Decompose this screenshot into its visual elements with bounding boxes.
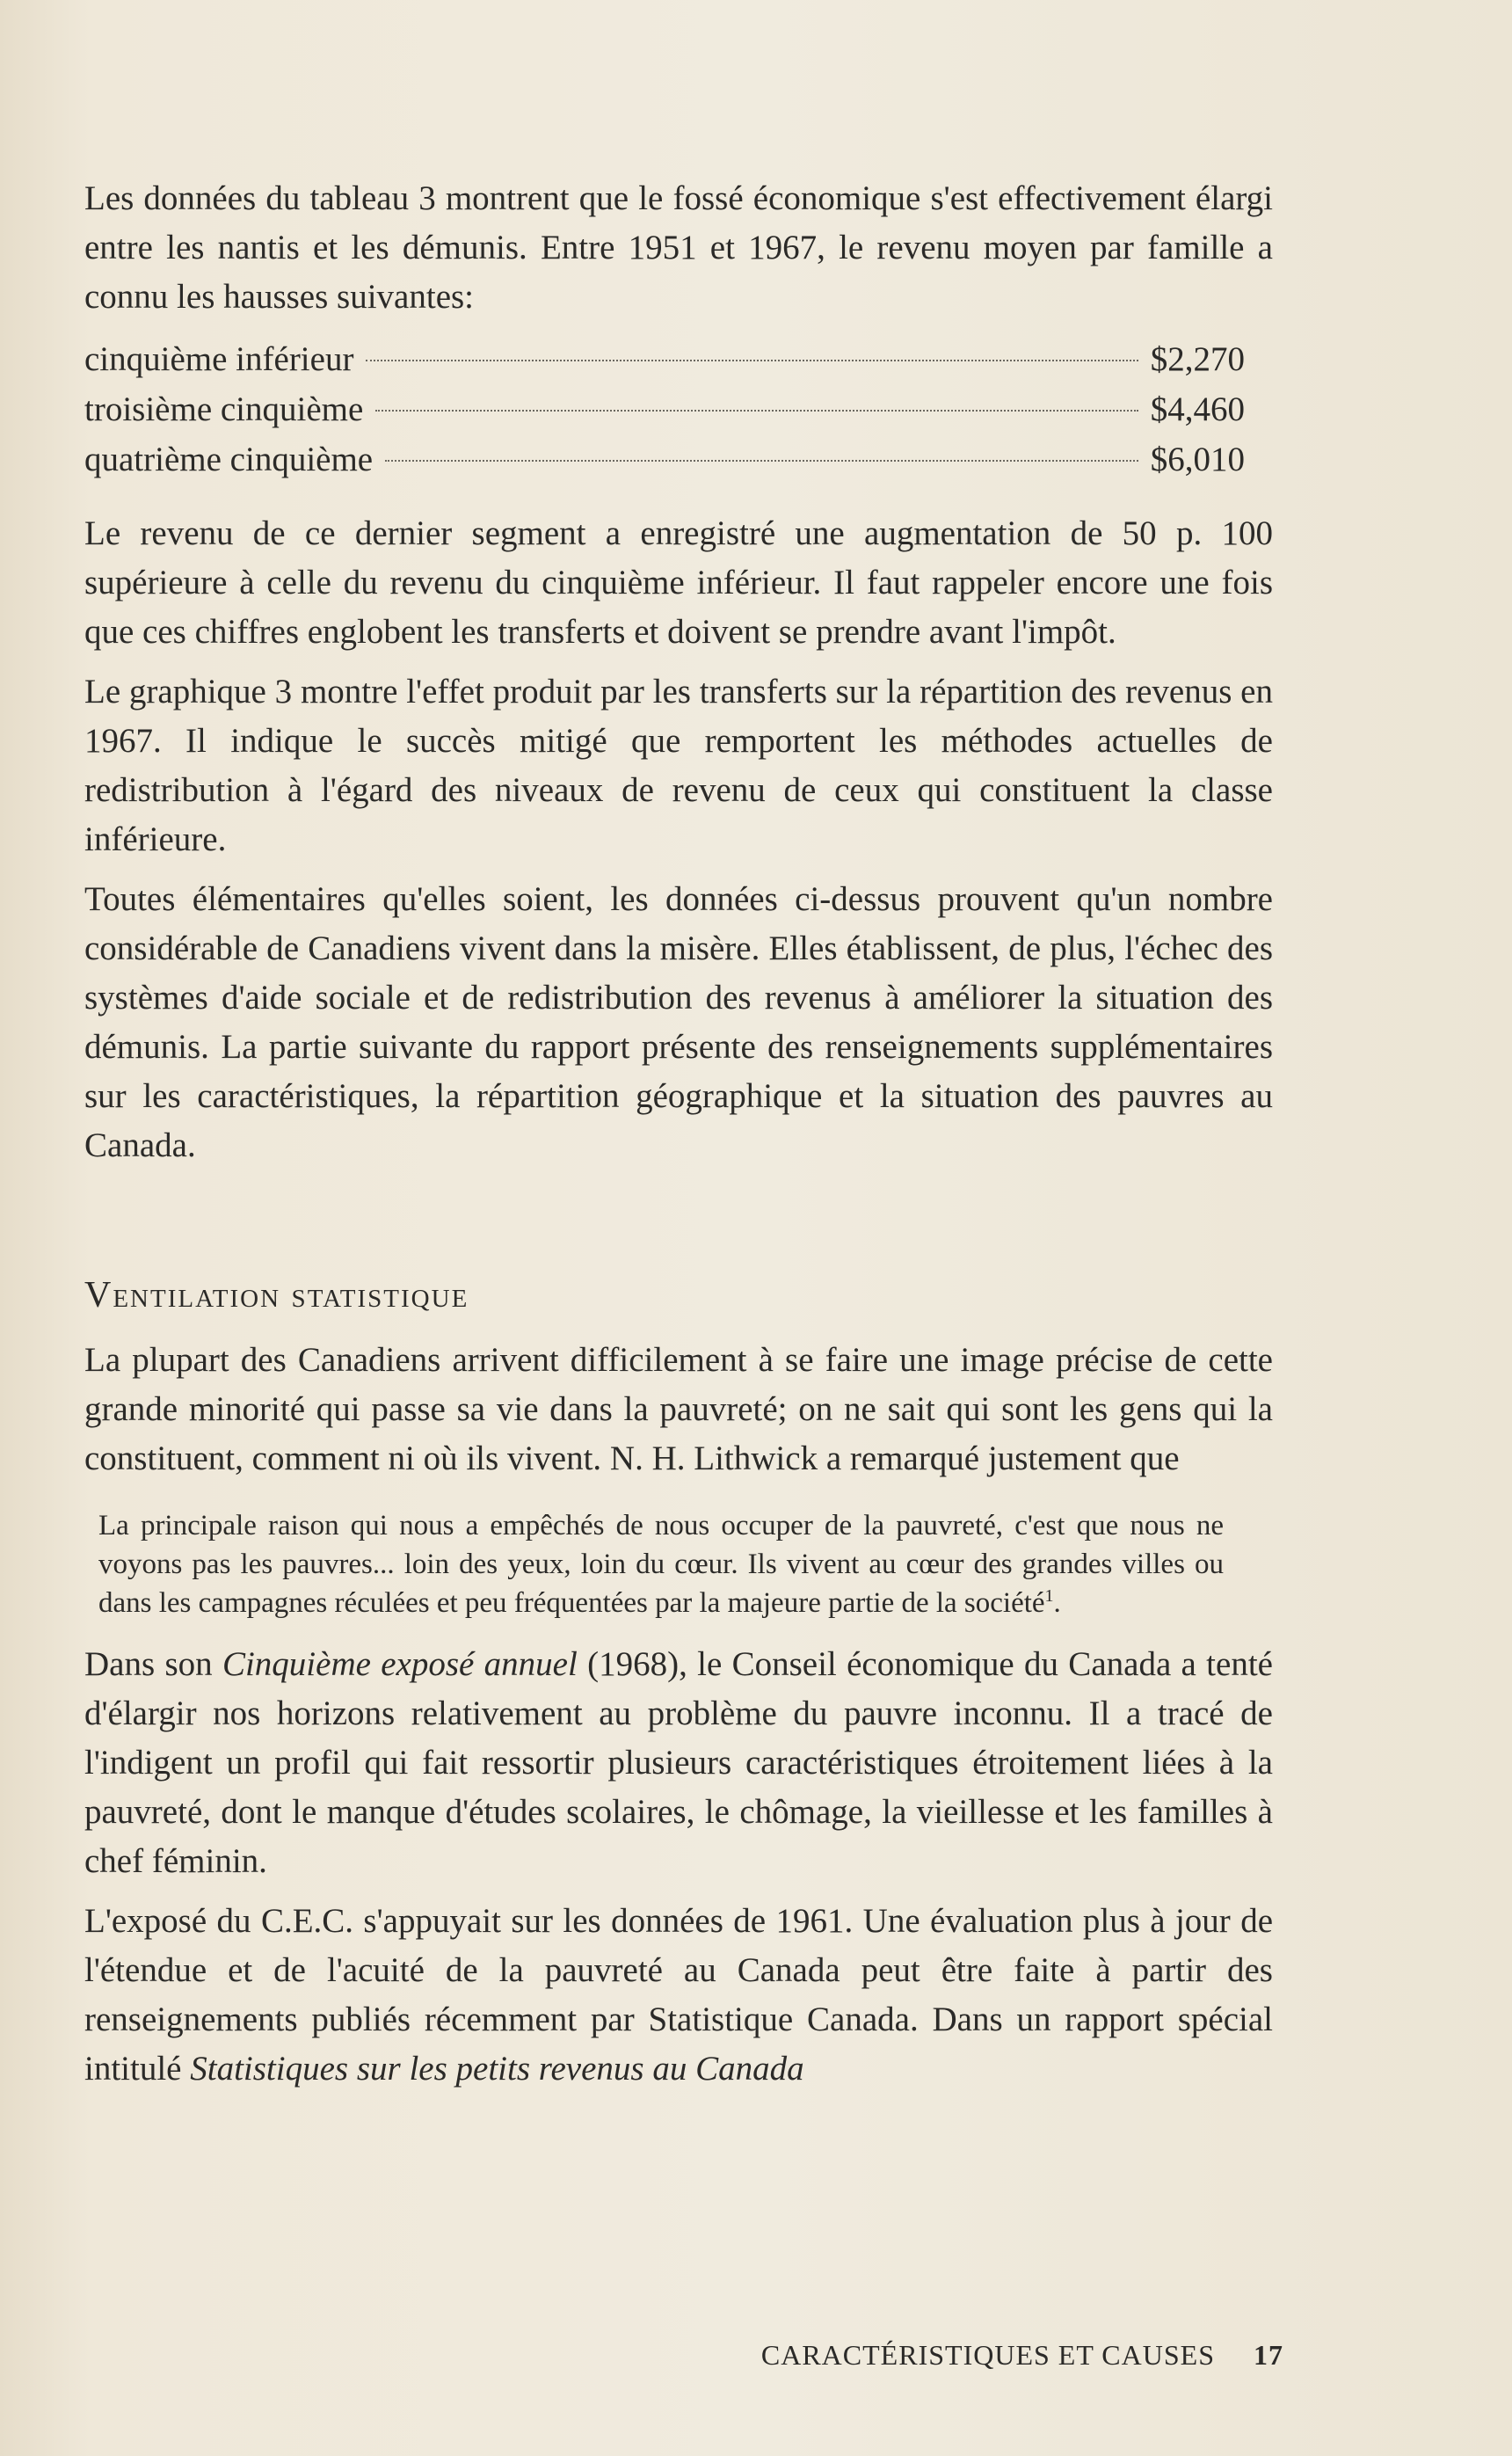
increase-value: $2,270	[1150, 340, 1245, 378]
increase-row-lower-fifth	[84, 334, 1245, 384]
dot-leader	[375, 410, 1138, 412]
running-head: CARACTÉRISTIQUES ET CAUSES	[760, 2339, 1215, 2371]
increase-row-fourth-fifth	[84, 434, 1245, 485]
page-content	[84, 174, 1273, 2094]
paragraph-text: (1968), le Conseil économique du Canada a tenté d'élargir nos horizons relativement au problème du pauvre inconnu. Il a tracé de l'indigent un profil qui fait ressortir plusieurs caractéristiques étroitement liées à la pauvreté, dont le manque d'études scolaires, le chômage, la vieillesse et les familles à chef féminin.	[84, 1645, 1273, 1880]
paragraph-expose-cec	[84, 1897, 1273, 2094]
paragraph-graphique-3: Le graphique 3 montre l'effet produit par les transferts sur la répartition des revenus en 1967. Il indique le succès mitigé que remportent les méthodes actuelles de redistribution à l'égard des niveaux de revenu de ceux qui constituent la classe inférieure.	[84, 673, 1273, 858]
page-footer	[686, 2339, 1283, 2372]
dot-leader	[385, 460, 1138, 462]
increase-label: cinquième inférieur	[84, 340, 354, 378]
increase-label: quatrième cinquième	[84, 441, 374, 478]
publication-title: Cinquième exposé annuel	[222, 1645, 578, 1683]
publication-title: Statistiques sur les petits revenus au Canada	[190, 2050, 804, 2088]
increase-value: $6,010	[1150, 441, 1245, 478]
paragraph-tableau-3: Les données du tableau 3 montrent que le fossé économique s'est effectivement élargi entre les nantis et les démunis. Entre 1951 et 1967, le revenu moyen par famille a connu les hausses suivantes:	[84, 179, 1273, 316]
block-quote-lithwick: La principale raison qui nous a empêchés de nous occuper de la pauvreté, c'est que nous ne voyons pas les pauvres... loin des yeux, loin du cœur. Ils vivent au cœur des grandes villes ou dans les campagnes réculées et peu fréquentées par la majeure partie de la société$^1$.	[98, 1510, 1224, 1619]
increase-label: troisième cinquième	[84, 390, 364, 428]
paragraph-text: L'exposé du C.E.C. s'appuyait sur les données de 1961. Une évaluation plus à jour de l'étendue et de l'acuité de la pauvreté au Canada peut être faite à partir des renseignements publiés récemment par Statistique Canada. Dans un rapport spécial intitulé	[84, 1902, 1273, 2088]
paragraph-donnees-elementaires: Toutes élémentaires qu'elles soient, les données ci-dessus prouvent qu'un nombre considérable de Canadiens vivent dans la misère. Elles établissent, de plus, l'échec des systèmes d'aide sociale et de redistribution des revenus à améliorer la situation des démunis. La partie suivante du rapport présente des renseignements supplémentaires sur les caractéristiques, la répartition géographique et la situation des pauvres au Canada.	[84, 880, 1273, 1164]
dot-leader	[366, 360, 1138, 361]
paragraph-dernier-segment: Le revenu de ce dernier segment a enregistré une augmentation de 50 p. 100 supérieure à celle du revenu du cinquième inférieur. Il faut rappeler encore une fois que ces chiffres englobent les transferts et doivent se prendre avant l'impôt.	[84, 514, 1273, 651]
paragraph-plupart-canadiens: La plupart des Canadiens arrivent difficilement à se faire une image précise de cette grande minorité qui passe sa vie dans la pauvreté; on ne sait qui sont les gens qui la constituent, comment ni où ils vivent. N. H. Lithwick a remarqué justement que	[84, 1341, 1273, 1477]
quote-text: La principale raison qui nous a empêchés de nous occuper de la pauvreté, c'est que nous ne voyons pas les pauvres... loin des yeux, loin du cœur. Ils vivent au cœur des grandes villes ou dans les campagnes réculées et peu fréquentées par la majeure partie de la société	[98, 1510, 1224, 1619]
paragraph-text: Dans son	[84, 1645, 222, 1683]
section-heading-ventilation: Ventilation statistique	[84, 1275, 469, 1315]
footnote-marker: 1	[1044, 1586, 1054, 1606]
income-increase-list	[84, 334, 1273, 485]
increase-row-third-fifth	[84, 384, 1245, 434]
paragraph-cinquieme-expose	[84, 1640, 1273, 1886]
increase-value: $4,460	[1150, 390, 1245, 428]
page-number: 17	[1254, 2339, 1283, 2371]
